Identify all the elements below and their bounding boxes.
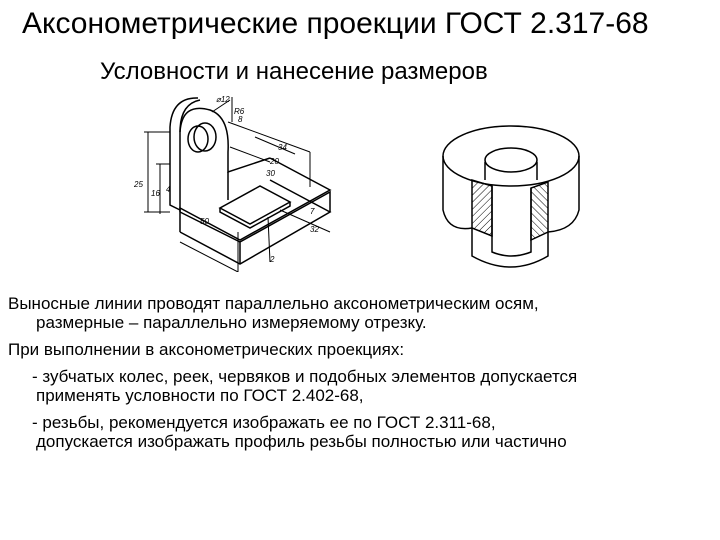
list-item-line: применять условности по ГОСТ 2.402-68, [36, 386, 364, 405]
cylinder-section-drawing [436, 118, 586, 278]
dim-4: 4 [166, 185, 171, 194]
dim-25: 25 [134, 180, 143, 189]
paragraph-line: размерные – параллельно измеряемому отрезку. [36, 313, 427, 332]
paragraph-line: При выполнении в аксонометрических проекциях: [8, 340, 405, 359]
slide-subtitle: Условности и нанесение размеров [100, 58, 488, 85]
cylinder-body [443, 126, 579, 267]
slide-title: Аксонометрические проекции ГОСТ 2.317-68 [22, 7, 649, 40]
paragraph-conventions-intro [8, 340, 713, 359]
isometric-bracket-drawing [120, 92, 340, 272]
list-item-gears [8, 367, 713, 405]
dim-50: 50 [200, 217, 209, 226]
dim-diameter-12: ⌀12 [216, 95, 230, 104]
dim-7: 7 [310, 207, 315, 216]
list-item-threads [8, 413, 713, 451]
list-item-line: допускается изображать профиль резьбы полностью или частично [36, 432, 567, 451]
dim-20: 20 [270, 157, 279, 166]
paragraph-line: Выносные линии проводят параллельно аксонометрическим осям, [8, 294, 539, 313]
dim-2: 2 [270, 255, 275, 264]
dim-radius-6: R6 [234, 107, 245, 116]
bracket-body [170, 98, 330, 264]
dimension-labels [133, 95, 319, 264]
dim-30: 30 [266, 169, 275, 178]
list-item-line: - резьбы, рекомендуется изображать ее по ГОСТ 2.311-68, [32, 413, 496, 432]
dim-34: 34 [278, 143, 287, 152]
body-text [8, 294, 713, 451]
list-item-line: - зубчатых колес, реек, червяков и подобных элементов допускается [32, 367, 578, 386]
dim-16: 16 [151, 189, 160, 198]
dimension-lines [144, 97, 330, 272]
paragraph-extension-lines [8, 294, 713, 332]
dim-32: 32 [310, 225, 319, 234]
dim-8: 8 [238, 115, 243, 124]
